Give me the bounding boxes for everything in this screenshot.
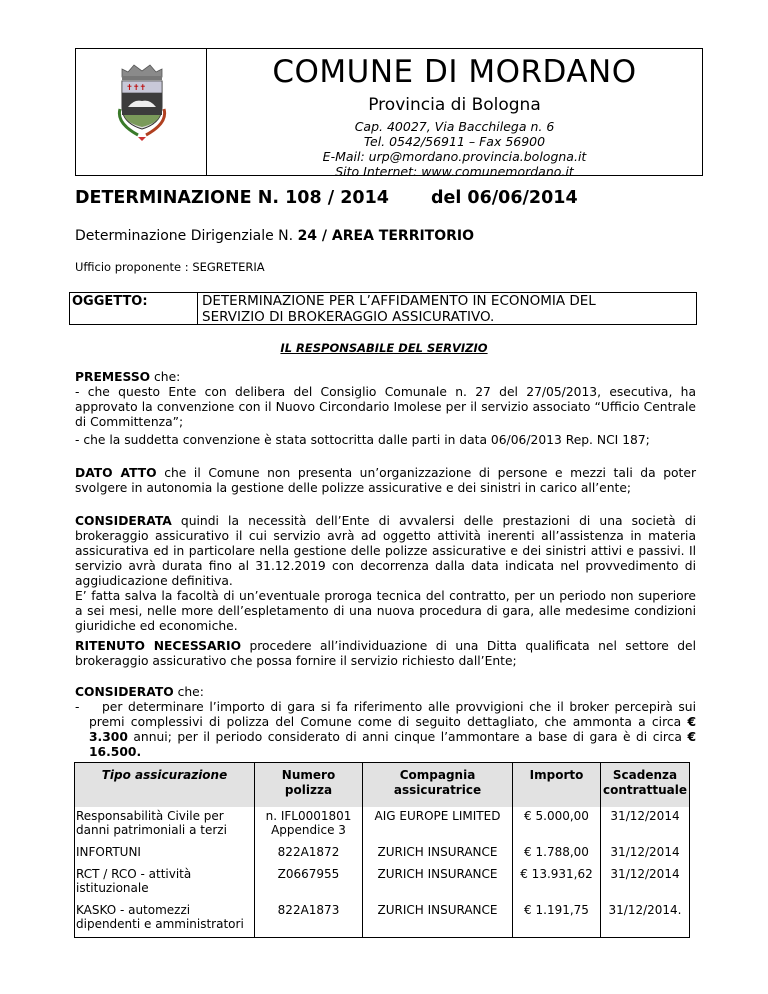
coat-of-arms-icon — [112, 63, 172, 145]
col-header-amount: Importo — [513, 763, 601, 808]
table-header-row — [75, 763, 690, 808]
determination-title — [75, 188, 578, 208]
responsible-heading: IL RESPONSABILE DEL SERVIZIO — [280, 341, 488, 355]
premesso-paragraph — [75, 370, 696, 430]
cell-amount: € 1.191,75 — [513, 901, 601, 938]
dato-atto-paragraph — [75, 466, 696, 496]
cell-expiry: 31/12/2014 — [601, 807, 690, 843]
cell-policy: 822A1873 — [255, 901, 363, 938]
cell-type: KASKO - automezzi dipendenti e amministratori — [75, 901, 255, 938]
considerato-paragraph — [75, 685, 696, 760]
cell-amount: € 5.000,00 — [513, 807, 601, 843]
province: Provincia di Bologna — [368, 95, 541, 115]
subject-line-1: DETERMINAZIONE PER L’AFFIDAMENTO IN ECONOMIA DEL — [202, 293, 596, 309]
cell-policy: Z0667955 — [255, 865, 363, 901]
cell-company: ZURICH INSURANCE — [363, 865, 513, 901]
letterhead-text — [207, 49, 702, 179]
considerato-keyword: CONSIDERATO — [75, 685, 174, 699]
cell-type: INFORTUNI — [75, 843, 255, 865]
letterhead — [75, 48, 703, 179]
premesso-item-2: - che la suddetta convenzione è stata sottocritta dalle parti in data 06/06/2013 Rep. NCI 187; — [75, 433, 650, 447]
cell-company: ZURICH INSURANCE — [363, 843, 513, 865]
cell-amount: € 1.788,00 — [513, 843, 601, 865]
table-row — [75, 901, 690, 938]
policy-number: n. IFL0001801 — [265, 809, 352, 823]
col-header-company: Compagnia assicuratrice — [363, 763, 513, 808]
considerata-text: quindi la necessità dell’Ente di avvalersi delle prestazioni di una società di brokeraggio assicurativo il cui servizio avrà ad oggetto attività inerenti all’assistenza in materia assicurativa ed in particolare nella gestione delle polizze assicurative e dei sinistri attivi e passivi. Il servizio avrà durata fino al 31.12.2019 con decorrenza dalla data indicata nel provvedimento di aggiudicazione definitiva. — [75, 514, 696, 588]
total-amount: € 16.500. — [89, 730, 696, 759]
ritenuto-paragraph — [75, 639, 696, 669]
cell-expiry: 31/12/2014 — [601, 865, 690, 901]
subject-line-2: SERVIZIO DI BROKERAGGIO ASSICURATIVO. — [202, 309, 495, 325]
phone: Tel. 0542/56911 – Fax 56900 — [363, 134, 546, 149]
proposing-office: Ufficio proponente : SEGRETERIA — [75, 260, 265, 274]
considerato-rest: che: — [173, 685, 204, 699]
cell-expiry: 31/12/2014 — [601, 843, 690, 865]
directorial-determination — [75, 228, 474, 244]
col-header-policy: Numero polizza — [255, 763, 363, 808]
cell-amount: € 13.931,62 — [513, 865, 601, 901]
dato-atto-keyword: DATO ATTO — [75, 466, 157, 480]
determination-date: del 06/06/2014 — [430, 188, 578, 208]
ritenuto-text: procedere all’individuazione di una Ditta qualificata nel settore del brokeraggio assicurativo che possa fornire il servizio richiesto dall’Ente; — [75, 639, 696, 668]
table-row — [75, 865, 690, 901]
determination-number: DETERMINAZIONE N. 108 / 2014 — [75, 188, 389, 208]
dir-prefix: Determinazione Dirigenziale N. — [75, 228, 298, 244]
municipality-title: COMUNE DI MORDANO — [272, 54, 637, 90]
website: Sito Internet: www.comunemordano.it — [335, 164, 574, 179]
cell-expiry: 31/12/2014. — [601, 901, 690, 938]
dato-atto-text: che il Comune non presenta un’organizzazione di persone e mezzi tali da poter svolgere in autonomia la gestione delle polizze assicurative e dei sinistri in carico all’ente; — [75, 466, 697, 495]
logo-cell — [76, 49, 207, 175]
svg-text:✝✝✝: ✝✝✝ — [126, 83, 147, 92]
col-header-type: Tipo assicurazione — [75, 763, 255, 808]
considerata-keyword: CONSIDERATA — [75, 514, 172, 528]
cell-type: Responsabilità Civile per danni patrimoniali a terzi — [75, 807, 255, 843]
premesso-item-1: - che questo Ente con delibera del Consiglio Comunale n. 27 del 27/05/2013, esecutiva, ha approvato la convenzione con il Nuovo Circondario Imolese per il servizio associato “Ufficio Centrale di Committenza”; — [75, 385, 696, 429]
premesso-keyword: PREMESSO — [75, 370, 151, 384]
subject-box — [69, 292, 697, 325]
subject-label: OGGETTO: — [70, 293, 198, 324]
cell-policy: 822A1872 — [255, 843, 363, 865]
cell-company: AIG EUROPE LIMITED — [363, 807, 513, 843]
considerato-item-text-a: - per determinare l’importo di gara si fa riferimento alle provvigioni che il broker percepirà sui premi complessivi di polizza del Comune come di seguito dettagliato, che ammonta a circa — [75, 700, 696, 729]
premesso-rest: che: — [150, 370, 181, 384]
insurance-table — [74, 762, 690, 938]
considerato-item — [75, 700, 696, 760]
policy-appendix: Appendice 3 — [271, 823, 346, 837]
considerato-item-text-c: annui; per il periodo considerato di anni cinque l’ammontare a base di gara è di circa — [127, 730, 688, 744]
annual-amount: € 3.300 — [89, 715, 696, 744]
cell-policy — [255, 807, 363, 843]
address: Cap. 40027, Via Bacchilega n. 6 — [354, 119, 555, 134]
dir-area: 24 / AREA TERRITORIO — [297, 228, 475, 244]
email: E-Mail: urp@mordano.provincia.bologna.it — [322, 149, 587, 164]
table-row — [75, 843, 690, 865]
considerata-paragraph — [75, 514, 696, 634]
considerata-extra: E’ fatta salva la facoltà di un’eventuale proroga tecnica del contratto, per un periodo non superiore a sei mesi, nelle more dell’espletamento di una nuova procedura di gara, alle medesime condizioni giuridiche ed economiche. — [75, 589, 696, 633]
cell-type: RCT / RCO - attività istituzionale — [75, 865, 255, 901]
subject-text — [202, 293, 692, 325]
ritenuto-keyword: RITENUTO NECESSARIO — [75, 639, 242, 653]
col-header-expiry: Scadenza contrattuale — [601, 763, 690, 808]
table-row — [75, 807, 690, 843]
cell-company: ZURICH INSURANCE — [363, 901, 513, 938]
